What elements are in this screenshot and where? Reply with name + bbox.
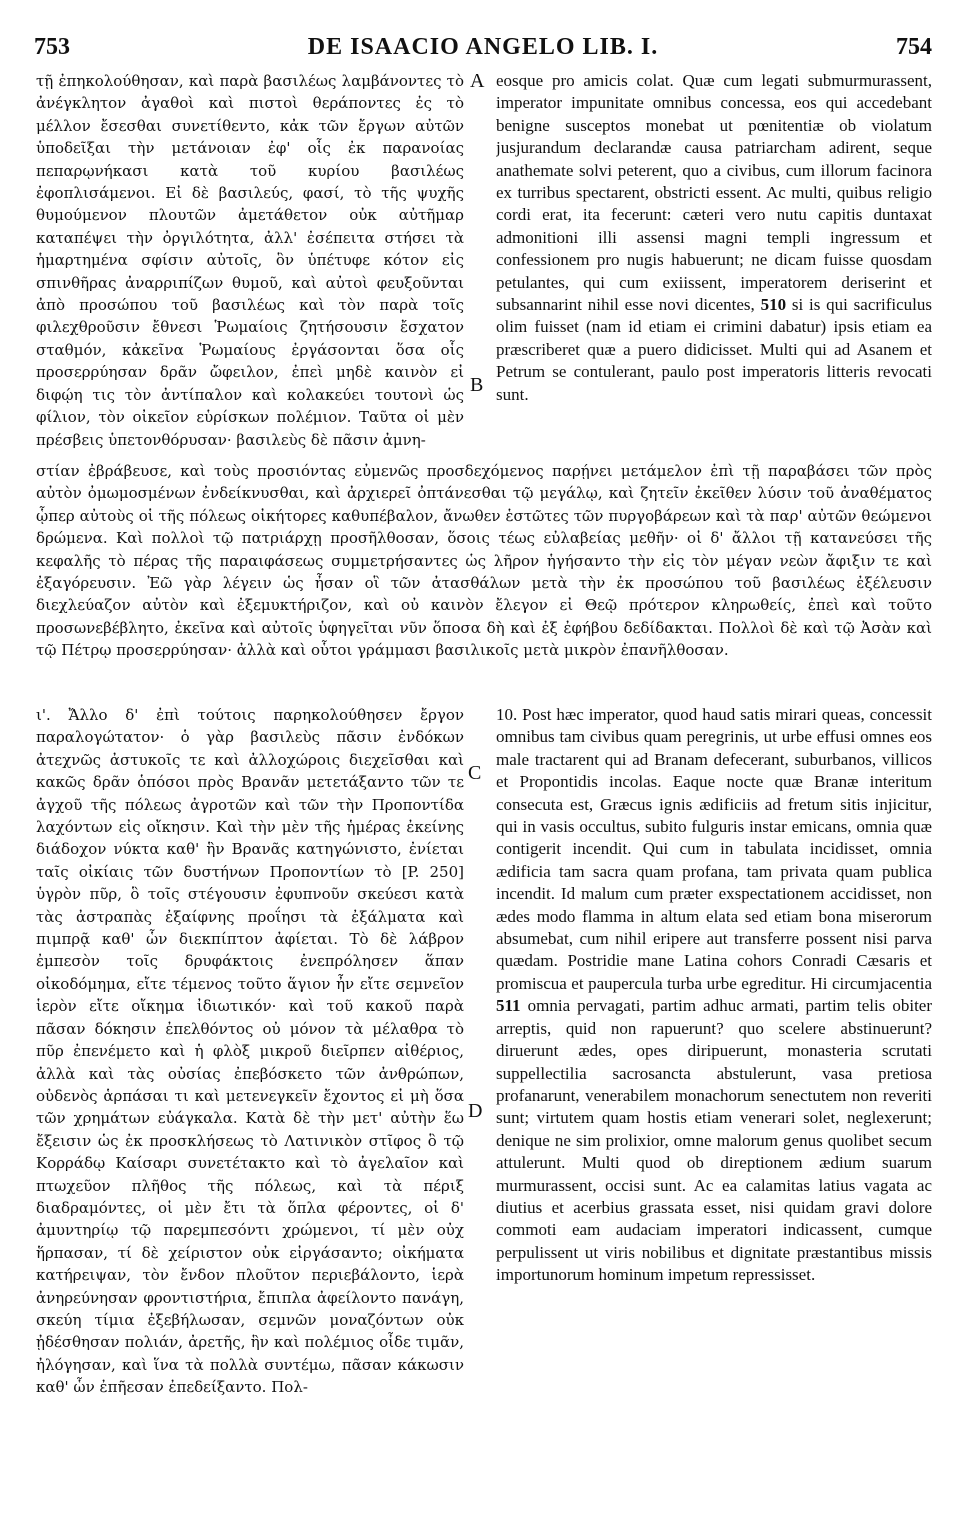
latin-text-top-b: si is qui sacrificulus olim fuisset (nam id etiam ei crimini dabatur) ipsis etiam ea præscriberet quæ a puero didicisset. Multi qui ad Asanem et Petrum se contulerant, paulo post imperatoris litteris revocati sunt.: [496, 295, 932, 404]
greek-fullwidth-block: [36, 460, 932, 700]
greek-text-bottom: ι'. Ἄλλο δ' ἐπὶ τούτοις παρηκολούθησεν ἔργον παραλογώτατον· ὁ γὰρ βασιλεὺς πᾶσιν ἐνδόκων ἀτεχνῶς ἀστυκοῖς τε καὶ ἀλλοχώροις διεχεῖσθαι καὶ κακῶς δρᾶν ὁπόσοι πρὸς Βρανᾶν μετετάξαντο τῶν τε ἀγχοῦ τῆς πόλεως ἀγροτῶν καὶ τῶν τὴν Προποντίδα λαχόντων εἰς οἴκησιν. Καὶ τὴν μὲν τῆς ἡμέρας ἐκείνης διάδοχον νύκτα καθ' ἣν Βρανᾶς κατηγώνιστο, ἐνίεται ταῖς οἰκίαις τῶν δυστήνων Προποντίων τὸ [P. 250] ὑγρὸν πῦρ, ὃ τοῖς στέγουσιν ἐφυπνοῦν σκεύεσι κατὰ τὰς ἀστραπὰς ἐξαίφνης προΐησι τὰ ἐξάλματα καὶ πιμπρᾷ καθ' ὧν διεκπίπτον ἀφίεται. Τὸ δὲ λάβρον ἐμπεσὸν τοῖς δρυφάκτοις ἐνεπρόλησεν ἅπαν οἰκοδόμημα, εἴτε τέμενος τοῦτο ἅγιον ἦν εἴτε σεμνεῖον ἱερὸν εἴτε οἴκημα ἰδιωτικόν· καὶ τοῦ κακοῦ παρὰ πᾶσαν δόκησιν ἐπελθόντος οὐ μόνον τὰ μέλαθρα τὸ πῦρ ἐπενέμετο καὶ ἡ φλὸξ μικροῦ διεῖρπεν αἰθέριος, ἀλλὰ καὶ τὰς οὐσίας ἐπεβόσκετο τῶν ἀνθρώπων, οὐδενὸς ἁρπάσαι τι καὶ μετενεγκεῖν ἔχοντος εἰ μὴ ὅσα τῶν χρημάτων εὐάγκαλα. Κατὰ δὲ τὴν μετ' αὐτὴν ἕω ἔξεισιν ὡς ἐκ προσκλήσεως τὸ Λατινικὸν στῖφος ὃ τῷ Κορράδῳ Καίσαρι συνετέτακτο καὶ τὸ ἀγελαῖον καὶ πτωχεῦον πλῆθος τῆς πόλεως, καὶ τὰ πέριξ διαδραμόντες, οἱ μὲν ἔτι τὰ ὅπλα φέροντες, οἱ δ' ἀμυντηρίῳ τῷ παρεμπεσόντι χρώμενοι, τί μὲν οὐχ ἥρπασαν, τί δὲ χείριστον οὐκ εἰργάσαντο; οἰκήματα κατήρειψαν, τὸν ἔνδον πλοῦτον περιεβάλοντο, ἱερὰ ἀνηρεύνησαν φροντιστήρια, ἔπιπλα ἀφείλοντο πανάγη, σκεύη τίμια ἐξεβήλωσαν, σεμνῶν μοναζόντων οὐκ ᾐδέσθησαν πολιάν, ἀρετῆς, ἣν καὶ πολέμιος οἶδε τιμᾶν, ἠλόγησαν, καὶ ἵνα τὰ πολλὰ συντέμω, πᾶσαν κάκωσιν καθ' ὧν ἐπῆεσαν ἐπεδείξαντο. Πολ-: [36, 706, 464, 1397]
page-number-left: 753: [34, 34, 70, 60]
latin-text-bottom-b: omnia pervagati, partim adhuc armati, partim telis obiter arreptis, quid non rapuerunt? quo scelere abstinuerunt? diruerunt ædes, opes diripuerunt, monasteria scrutati suppellectilia sacrosancta abstulerunt, vasa pretiosa profanarunt, venerabilem monachorum senectutem non reveriti sunt; virtutem quam hostis etiam venerari solet, neglexerunt; denique ne sim prolixior, omne malorum genus quolibet secum attulerunt. Multi quod ob direptionem ædium suarum murmurassent, occisi sunt. Ac ea calamitas latius vagata ac diutius et acerbius grassata esset, nisi quidam gravi dolore commoti eam audaciam imperatori indicassent, cumque perpulissent ut viris nobilibus et dignitate præstantibus missis importunorum hominum impetum repressisset.: [496, 996, 932, 1285]
running-header: [34, 34, 932, 64]
latin-text-top: [496, 70, 932, 406]
margin-marker-b: B: [470, 374, 484, 396]
latin-column-bottom: [496, 704, 932, 1464]
latin-text-bottom-a: 10. Post hæc imperator, quod haud satis mirari queas, concessit omnibus tam civibus quam peregrinis, ut urbe effusi omnes eos male tractarent qui ad Branam defecerant, suburbanos, villicos et Propontidis incolas. Eaque nocte quæ Branæ interitum consecuta est, Græcus ignis ædificiis ad fretum sitis injicitur, qui in vasis occultus, subito fulguris instar emicans, omnia quæ contigerit incendit. Qui cum in tabulata incidisset, omnia ædificia tam sacra quam profana, tam privata quam publica incendit. Id malum cum præter exspectationem accidisset, non ædes modo flamma in altum elata sed etiam bona miserorum absumebat, cum nihil eripere aut transferre possent nisi parva quædam. Postridie mane Latina cohors Conradi Cæsaris et promiscua et paupercula turba urbe egreditur. Hi circumjacentia: [496, 705, 932, 993]
latin-column-top: [496, 70, 932, 460]
greek-column-bottom: [36, 704, 464, 1516]
latin-text-bottom: [496, 704, 932, 1287]
greek-text-top: τῇ ἐπηκολούθησαν, καὶ παρὰ βασιλέως λαμβάνοντες τὸ ἀνέγκλητον ἀγαθοὶ καὶ πιστοὶ θεράποντες ἐς τὸ μέλλον ἔσεσθαι συνετίθεντο, κἀκ τῶν ἔργων αὐτῶν ὑποδεῖξαι τὴν μετάνοιαν ἐφ' οἷς ἐκ παρανοίας πεπαρῳνήκασι κατὰ τοῦ κυρίου βασιλέως ἐφοπλισάμενοι. Εἰ δὲ βασιλεύς, φασί, τὸ τῆς ψυχῆς θυμούμενον πλουτῶν ἀμετάθετον οὐκ αὐτῆμαρ καταπέψει τὴν ὀργιλότητα, ἀλλ' ἐσέπειτα στήσει τὰ ἡμαρτημένα σφίσιν αὐτοῖς, ὃν ὑπέτυφε κότον εἰς σπινθῆρας ἀναρριπίζων θυμοῦ, καὶ αὐτοὶ φευξοῦνται ἀπὸ προσώπου τοῦ βασιλέως καὶ τὸν παρὰ τοῖς φιλεχθροῦσιν ἔθνεσι Ῥωμαίοις ζητήσουσιν ἔσχατον σταθμόν, κἀκεῖνα Ῥωμαίους ἐργάσονται ὅσα οἷς προσερρύησαν δρᾶν ὤφειλον, ἐπεὶ μηδὲ καινὸν εἰ διφῴη τις τὸν ἀντίπαλον καὶ κολακεύει τουτονὶ ὡς φίλιον, τὸν οἰκεῖον εὑρίσκων πολέμιον. Ταῦτα οἱ μὲν πρέσβεις ὑπετονθόρυσαν· βασιλεὺς δὲ πᾶσιν ἀμνη-: [36, 72, 464, 449]
column-number-511: 511: [496, 996, 521, 1016]
margin-marker-a: A: [470, 70, 485, 92]
greek-column-top: [36, 70, 464, 450]
latin-text-top-a: eosque pro amicis colat. Quæ cum legati submurmurassent, imperator impunitate omnibus concessa, eos qui accedebant benigne susceptos monebat ut pœnitentiæ ob violatum jusjurandum declarandæ causa patriarcham adirent, seque anathemate solvi peterent, quo a civibus, cum illorum facinora ex turribus spectarent, obstricti essent. Ac multi, quibus religio cordi erat, ita fecerunt: cæteri vero nutu capitis duntaxat admonitioni illi assensi magni templi ingressum et confessionem pro nugis habuerunt; ne dicam fuisse quosdam petulantes, qui cum exiissent, imperatorem deriserint et subsannarint nihil esse novi dicentes,: [496, 71, 932, 315]
greek-text-full: στίαν ἐβράβευσε, καὶ τοὺς προσιόντας εὐμενῶς προσδεχόμενος παρῄνει μετάμελον ἐπὶ τῇ παραβάσει τῶν πρὸς αὐτὸν ὀμωμοσμένων ἐνδείκνυσθαι, καὶ ἀρχιερεῖ ὀπτάνεσθαι τῷ μεγάλῳ, καὶ ζητεῖν ἐκεῖθεν λύσιν τοῦ ἀναθέματος ᾧπερ αὐτοὺς οἱ τῆς πόλεως οἰκήτορες καθυπέβαλον, ἄνωθεν ἑστῶτες τῶν πυργοβάρεων καὶ τὰ παρ' αὐτῶν θεώμενοι δρώμενα. Καὶ πολλοὶ τῷ πατριάρχῃ προσῆλθοσαν, ὅσοις τέως εὐλαβείας μεθῆν· οἱ δ' ἄλλοι τῇ κατανεύσει τῆς κεφαλῆς τὸ πέρας τῆς παραιφάσεως συμμετρήσαντες ὡς λῆρον ἡγήσαντο τὴν εἰς τὸν μέγαν νεὼν ἄφιξιν τε καὶ ἐξαγόρευσιν. Ἐῶ γὰρ λέγειν ὡς ἦσαν οἳ τῶν ἀτασθάλων μετὰ τὴν ἐκ προσώπου τοῦ βασιλέως ἐξέλευσιν διεχλεύαζον αὐτὸν καὶ ἐξεμυκτήριζον, καὶ οὐ καινὸν ἔλεγον εἰ Θεῷ πρότερον κληρωθείς, ἐπεὶ καὶ τοῦτο προσωνεβέβλητο, ἐκεῖνα καὶ αὐτοῖς ὑφηγεῖται νῦν ὅποσα δὴ καὶ ἐξ ἐφήβου δεδίδακται. Πολλοὶ δὲ καὶ τῷ Ἀσὰν καὶ τῷ Πέτρῳ προσερρύησαν· ἀλλὰ καὶ οὗτοι γράμμασι βασιλικοῖς μετὰ μικρὸν ἐπανῆλθοσαν.: [36, 462, 932, 660]
running-title: DE ISAACIO ANGELO LIB. I.: [307, 34, 659, 60]
column-number-510: 510: [760, 295, 787, 315]
page-number-right: 754: [896, 34, 932, 60]
margin-marker-d: D: [468, 1100, 483, 1122]
margin-marker-c: C: [468, 762, 482, 784]
